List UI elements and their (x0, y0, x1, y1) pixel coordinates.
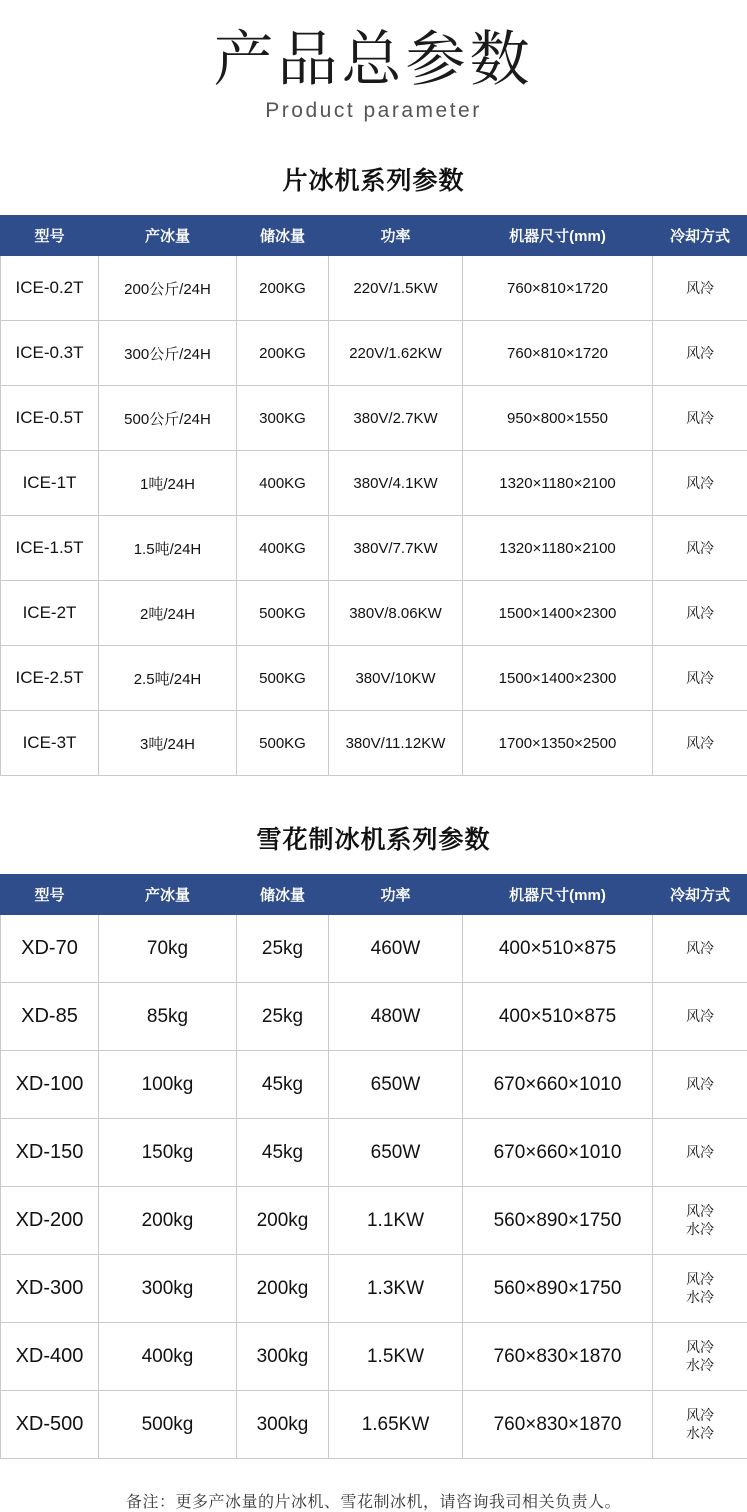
column-header-output: 产冰量 (99, 875, 237, 915)
cell-model: ICE-2T (1, 581, 99, 646)
table-row (1, 516, 747, 581)
table-row (1, 915, 747, 983)
cell-storage: 300KG (237, 386, 329, 451)
table-row (1, 983, 747, 1051)
cell-model: XD-500 (1, 1391, 99, 1459)
cell-power: 650W (329, 1051, 463, 1119)
cell-power: 1.3KW (329, 1255, 463, 1323)
cell-power: 460W (329, 915, 463, 983)
cell-storage: 45kg (237, 1119, 329, 1187)
cell-storage: 300kg (237, 1391, 329, 1459)
column-header-storage: 储冰量 (237, 216, 329, 256)
cell-model: ICE-0.2T (1, 256, 99, 321)
cell-power: 220V/1.5KW (329, 256, 463, 321)
cell-output: 400kg (99, 1323, 237, 1391)
cell-output: 500kg (99, 1391, 237, 1459)
cell-storage: 400KG (237, 516, 329, 581)
ice-flake-parameter-table (0, 215, 747, 776)
cell-model: XD-150 (1, 1119, 99, 1187)
cell-power: 380V/11.12KW (329, 711, 463, 776)
cell-storage: 25kg (237, 983, 329, 1051)
cell-cooling: 风冷 (653, 516, 747, 581)
cell-size: 1500×1400×2300 (463, 646, 653, 711)
cell-output: 1.5吨/24H (99, 516, 237, 581)
cell-power: 380V/7.7KW (329, 516, 463, 581)
cell-cooling: 风冷 水冷 (653, 1391, 747, 1459)
cell-storage: 400KG (237, 451, 329, 516)
column-header-power: 功率 (329, 216, 463, 256)
section-title-ice-flake: 片冰机系列参数 (0, 161, 747, 197)
cell-model: ICE-1.5T (1, 516, 99, 581)
cell-output: 500公斤/24H (99, 386, 237, 451)
cell-output: 70kg (99, 915, 237, 983)
cell-power: 1.5KW (329, 1323, 463, 1391)
cell-model: ICE-1T (1, 451, 99, 516)
cell-power: 220V/1.62KW (329, 321, 463, 386)
table-row (1, 386, 747, 451)
cell-size: 760×830×1870 (463, 1391, 653, 1459)
cell-model: XD-85 (1, 983, 99, 1051)
cell-power: 1.65KW (329, 1391, 463, 1459)
cell-storage: 200kg (237, 1187, 329, 1255)
cell-output: 300kg (99, 1255, 237, 1323)
cell-storage: 45kg (237, 1051, 329, 1119)
table-row (1, 581, 747, 646)
cell-model: XD-70 (1, 915, 99, 983)
cell-cooling: 风冷 (653, 321, 747, 386)
cell-size: 760×830×1870 (463, 1323, 653, 1391)
cell-output: 100kg (99, 1051, 237, 1119)
cell-output: 200公斤/24H (99, 256, 237, 321)
cell-size: 760×810×1720 (463, 256, 653, 321)
cell-storage: 500KG (237, 581, 329, 646)
page-header (0, 0, 747, 123)
cell-cooling: 风冷 (653, 386, 747, 451)
table-row (1, 1187, 747, 1255)
table-row (1, 256, 747, 321)
cell-output: 3吨/24H (99, 711, 237, 776)
cell-power: 380V/8.06KW (329, 581, 463, 646)
cell-size: 1320×1180×2100 (463, 516, 653, 581)
cell-storage: 500KG (237, 711, 329, 776)
column-header-storage: 储冰量 (237, 875, 329, 915)
cell-output: 2.5吨/24H (99, 646, 237, 711)
cell-power: 380V/2.7KW (329, 386, 463, 451)
column-header-model: 型号 (1, 216, 99, 256)
cell-cooling: 风冷 (653, 581, 747, 646)
cell-size: 670×660×1010 (463, 1051, 653, 1119)
column-header-cooling: 冷却方式 (653, 875, 747, 915)
cell-output: 2吨/24H (99, 581, 237, 646)
column-header-output: 产冰量 (99, 216, 237, 256)
cell-storage: 300kg (237, 1323, 329, 1391)
table-row (1, 451, 747, 516)
section-title-snow-ice: 雪花制冰机系列参数 (0, 820, 747, 856)
footer-note: 备注：更多产冰量的片冰机、雪花制冰机，请咨询我司相关负责人。 (0, 1489, 747, 1512)
cell-size: 670×660×1010 (463, 1119, 653, 1187)
cell-power: 1.1KW (329, 1187, 463, 1255)
cell-output: 85kg (99, 983, 237, 1051)
cell-output: 150kg (99, 1119, 237, 1187)
cell-model: XD-100 (1, 1051, 99, 1119)
cell-cooling: 风冷 (653, 915, 747, 983)
cell-storage: 25kg (237, 915, 329, 983)
cell-storage: 200KG (237, 321, 329, 386)
table-row (1, 646, 747, 711)
cell-size: 1500×1400×2300 (463, 581, 653, 646)
cell-power: 380V/4.1KW (329, 451, 463, 516)
cell-power: 380V/10KW (329, 646, 463, 711)
cell-power: 650W (329, 1119, 463, 1187)
cell-cooling: 风冷 (653, 1119, 747, 1187)
cell-cooling: 风冷 (653, 646, 747, 711)
cell-cooling: 风冷 水冷 (653, 1255, 747, 1323)
table-header-row (1, 216, 747, 256)
cell-model: XD-200 (1, 1187, 99, 1255)
table-row (1, 321, 747, 386)
cell-size: 560×890×1750 (463, 1187, 653, 1255)
page-subtitle: Product parameter (0, 99, 747, 123)
cell-model: ICE-0.5T (1, 386, 99, 451)
cell-cooling: 风冷 (653, 1051, 747, 1119)
table-row (1, 1051, 747, 1119)
table-row (1, 711, 747, 776)
table-header-row (1, 875, 747, 915)
cell-size: 1700×1350×2500 (463, 711, 653, 776)
cell-size: 760×810×1720 (463, 321, 653, 386)
cell-storage: 500KG (237, 646, 329, 711)
table-row (1, 1391, 747, 1459)
cell-storage: 200kg (237, 1255, 329, 1323)
table-row (1, 1323, 747, 1391)
cell-cooling: 风冷 (653, 983, 747, 1051)
cell-output: 200kg (99, 1187, 237, 1255)
table-row (1, 1255, 747, 1323)
cell-cooling: 风冷 (653, 256, 747, 321)
cell-cooling: 风冷 (653, 451, 747, 516)
cell-model: XD-400 (1, 1323, 99, 1391)
cell-size: 950×800×1550 (463, 386, 653, 451)
cell-model: XD-300 (1, 1255, 99, 1323)
column-header-model: 型号 (1, 875, 99, 915)
cell-model: ICE-2.5T (1, 646, 99, 711)
cell-output: 300公斤/24H (99, 321, 237, 386)
cell-cooling: 风冷 (653, 711, 747, 776)
column-header-size: 机器尺寸(mm) (463, 875, 653, 915)
cell-model: ICE-3T (1, 711, 99, 776)
column-header-cooling: 冷却方式 (653, 216, 747, 256)
cell-cooling: 风冷 水冷 (653, 1187, 747, 1255)
table-row (1, 1119, 747, 1187)
cell-model: ICE-0.3T (1, 321, 99, 386)
column-header-size: 机器尺寸(mm) (463, 216, 653, 256)
cell-output: 1吨/24H (99, 451, 237, 516)
cell-size: 400×510×875 (463, 915, 653, 983)
cell-size: 1320×1180×2100 (463, 451, 653, 516)
cell-storage: 200KG (237, 256, 329, 321)
snow-ice-parameter-table (0, 874, 747, 1459)
column-header-power: 功率 (329, 875, 463, 915)
cell-power: 480W (329, 983, 463, 1051)
cell-size: 400×510×875 (463, 983, 653, 1051)
cell-size: 560×890×1750 (463, 1255, 653, 1323)
cell-cooling: 风冷 水冷 (653, 1323, 747, 1391)
page-title: 产品总参数 (0, 26, 747, 93)
